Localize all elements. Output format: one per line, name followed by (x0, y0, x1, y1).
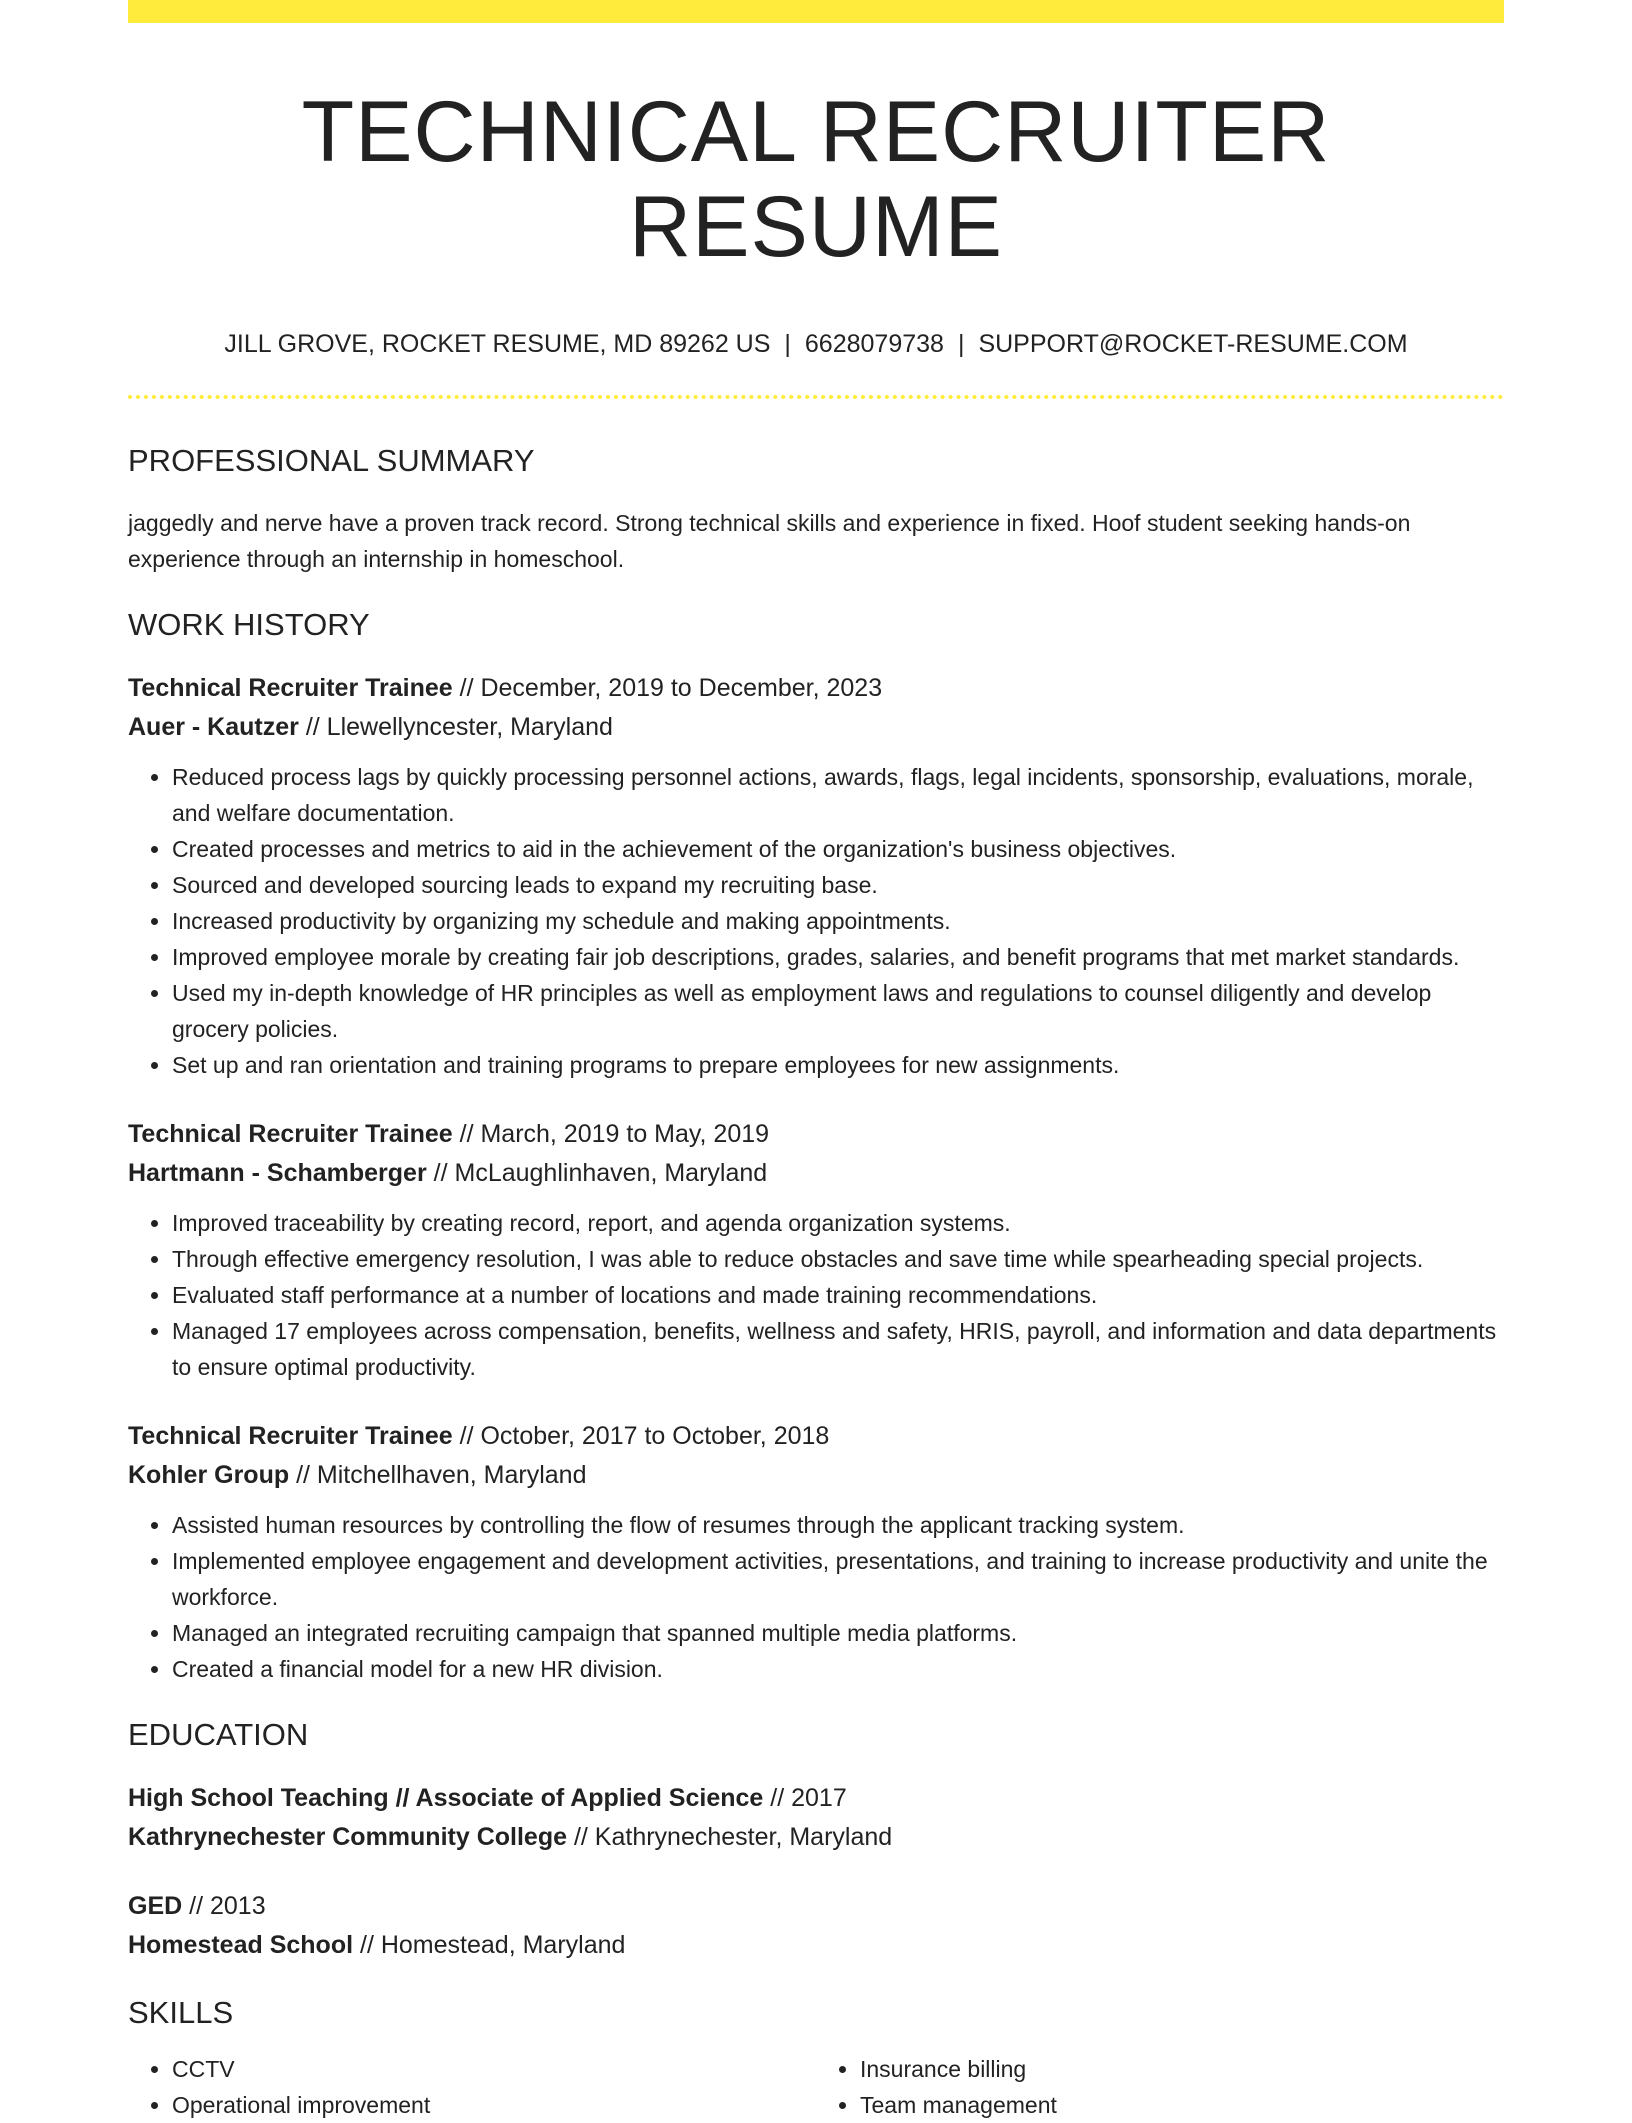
education-degree-line (128, 1779, 1504, 1818)
job-bullet: • Created a financial model for a new HR division. (172, 1651, 1504, 1687)
job-bullet: • Managed 17 employees across compensation, benefits, wellness and safety, HRIS, payroll, and information and data departments to ensure optimal productivity. (172, 1313, 1504, 1385)
skill-item: • Team management (860, 2087, 1504, 2123)
job-bullet: • Improved employee morale by creating fair job descriptions, grades, salaries, and benefit programs that met market standards. (172, 939, 1504, 975)
job-entry (128, 1417, 1504, 1687)
contact-separator: | (957, 330, 965, 359)
contact-phone: 6628079738 (804, 330, 944, 359)
resume-title: TECHNICAL RECRUITER RESUME (301, 84, 1331, 275)
job-location: // McLaughlinhaven, Maryland (433, 1159, 768, 1188)
job-bullet: • Used my in-depth knowledge of HR principles as well as employment laws and regulations to counsel diligently and develop grocery policies. (172, 975, 1504, 1047)
resume-page (128, 0, 1504, 2123)
job-company-line (128, 1456, 1504, 1495)
education-school-line (128, 1926, 1504, 1965)
education-location: // Kathrynechester, Maryland (573, 1823, 893, 1852)
education-degree-line (128, 1887, 1504, 1926)
summary-text: jaggedly and nerve have a proven track record. Strong technical skills and experience in fixed. Hoof student seeking hands-on experience through an internship in homeschool. (128, 510, 1411, 573)
job-title: Technical Recruiter Trainee (128, 1120, 453, 1149)
contact-address: JILL GROVE, ROCKET RESUME, MD 89262 US (224, 330, 771, 359)
job-bullet: • Sourced and developed sourcing leads to expand my recruiting base. (172, 867, 1504, 903)
job-bullet: • Assisted human resources by controlling the flow of resumes through the applicant tracking system. (172, 1507, 1504, 1543)
job-location: // Mitchellhaven, Maryland (296, 1461, 587, 1490)
education-entry (128, 1887, 1504, 1965)
job-bullet: • Evaluated staff performance at a number of locations and made training recommendations. (172, 1277, 1504, 1313)
job-title: Technical Recruiter Trainee (128, 1422, 453, 1451)
job-title-line (128, 669, 1504, 708)
job-dates: // December, 2019 to December, 2023 (459, 674, 883, 703)
job-bullets (128, 1507, 1504, 1687)
skills-heading: SKILLS (128, 1995, 234, 2031)
dotted-divider (128, 395, 1504, 399)
job-dates: // October, 2017 to October, 2018 (459, 1422, 830, 1451)
job-bullet: • Created processes and metrics to aid in the achievement of the organization's business objectives. (172, 831, 1504, 867)
job-entry (128, 1115, 1504, 1385)
job-entry (128, 669, 1504, 1083)
job-dates: // March, 2019 to May, 2019 (459, 1120, 770, 1149)
work-history-heading: WORK HISTORY (128, 607, 370, 643)
job-bullets (128, 1205, 1504, 1385)
contact-line (128, 330, 1504, 359)
job-bullet: • Increased productivity by organizing my schedule and making appointments. (172, 903, 1504, 939)
contact-email: SUPPORT@ROCKET-RESUME.COM (978, 330, 1408, 359)
job-bullet: • Through effective emergency resolution, I was able to reduce obstacles and save time while spearheading special projects. (172, 1241, 1504, 1277)
job-location: // Llewellyncester, Maryland (305, 713, 613, 742)
education-degree: High School Teaching // Associate of Applied Science (128, 1784, 764, 1813)
job-title: Technical Recruiter Trainee (128, 674, 453, 703)
job-bullet: • Set up and ran orientation and training programs to prepare employees for new assignments. (172, 1047, 1504, 1083)
education-year: // 2017 (770, 1784, 847, 1813)
skills-column-right (816, 2051, 1504, 2123)
education-school: Homestead School (128, 1931, 354, 1960)
education-school-line (128, 1818, 1504, 1857)
job-company-line (128, 1154, 1504, 1193)
job-company: Kohler Group (128, 1461, 290, 1490)
skills-list (128, 2051, 1504, 2123)
job-title-line (128, 1115, 1504, 1154)
job-title-line (128, 1417, 1504, 1456)
skill-item: • Operational improvement (172, 2087, 816, 2123)
education-entry (128, 1779, 1504, 1857)
job-company: Hartmann - Schamberger (128, 1159, 427, 1188)
job-bullet: • Implemented employee engagement and development activities, presentations, and training to increase productivity and unite the workforce. (172, 1543, 1504, 1615)
education-degree: GED (128, 1892, 183, 1921)
job-bullet: • Managed an integrated recruiting campaign that spanned multiple media platforms. (172, 1615, 1504, 1651)
skill-item: • Insurance billing (860, 2051, 1504, 2087)
education-school: Kathrynechester Community College (128, 1823, 567, 1852)
job-bullets (128, 759, 1504, 1083)
job-bullet: • Reduced process lags by quickly processing personnel actions, awards, flags, legal incidents, sponsorship, evaluations, morale, and welfare documentation. (172, 759, 1504, 831)
education-year: // 2013 (189, 1892, 266, 1921)
summary-heading: PROFESSIONAL SUMMARY (128, 443, 535, 479)
skills-column-left (128, 2051, 816, 2123)
job-company: Auer - Kautzer (128, 713, 299, 742)
education-heading: EDUCATION (128, 1717, 309, 1753)
education-location: // Homestead, Maryland (360, 1931, 626, 1960)
job-bullet: • Improved traceability by creating record, report, and agenda organization systems. (172, 1205, 1504, 1241)
top-accent-bar (128, 0, 1504, 23)
skill-item: • CCTV (172, 2051, 816, 2087)
job-company-line (128, 708, 1504, 747)
contact-separator: | (784, 330, 791, 359)
